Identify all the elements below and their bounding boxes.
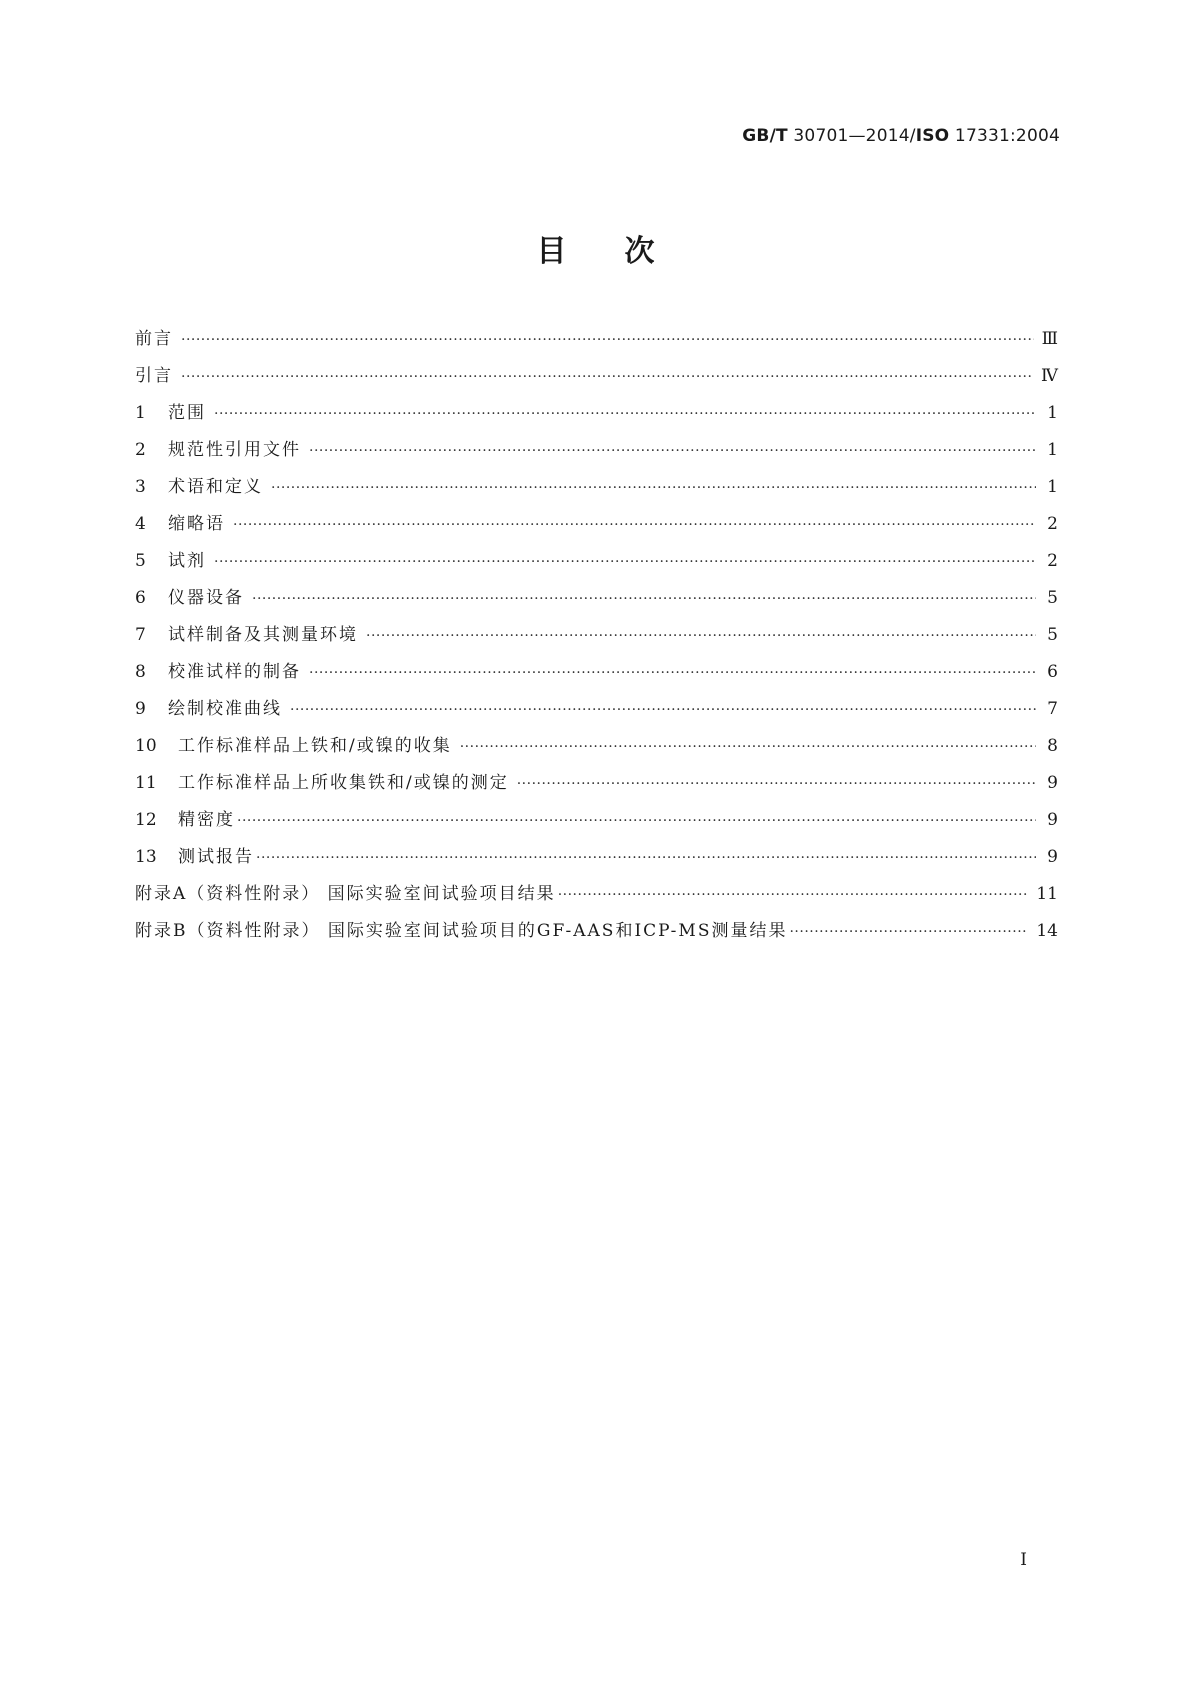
toc-entry-3[interactable] — [135, 472, 1058, 509]
toc-leader-dots — [309, 443, 1036, 459]
toc-entry-label: 附录A（资料性附录） 国际实验室间试验项目结果 — [135, 884, 556, 904]
toc-entry-page: 7 — [1047, 699, 1058, 719]
toc-leader-dots — [214, 554, 1036, 570]
toc-entry-label: 工作标准样品上铁和/或镍的收集 — [178, 736, 452, 756]
standard-iso-num: 17331:2004 — [954, 126, 1060, 146]
toc-entry-label: 仪器设备 — [168, 588, 244, 608]
toc-leader-dots — [237, 813, 1036, 829]
toc-entry-page: 14 — [1036, 921, 1058, 941]
toc-leader-dots — [558, 887, 1029, 903]
toc-entry-page: 1 — [1047, 403, 1058, 423]
toc-leader-dots — [517, 776, 1036, 792]
toc-entry-label: 工作标准样品上所收集铁和/或镍的测定 — [178, 773, 509, 793]
toc-entry-number: 2 — [135, 440, 146, 460]
toc-entry-number: 1 — [135, 403, 146, 423]
table-of-contents — [135, 324, 1058, 953]
toc-entry-label: 术语和定义 — [168, 477, 263, 497]
toc-entry-8[interactable] — [135, 657, 1058, 694]
toc-entry-number: 13 — [135, 847, 157, 867]
toc-entry-number: 10 — [135, 736, 157, 756]
toc-entry-number: 4 — [135, 514, 146, 534]
toc-entry-number: 11 — [135, 773, 157, 793]
page-number: I — [1020, 1550, 1027, 1570]
toc-entry-page: 2 — [1047, 551, 1058, 571]
toc-entry-number: 7 — [135, 625, 146, 645]
toc-entry-page: 8 — [1047, 736, 1058, 756]
toc-leader-dots — [181, 369, 1033, 385]
toc-entry-5[interactable] — [135, 546, 1058, 583]
toc-leader-dots — [256, 850, 1036, 866]
toc-entry-6[interactable] — [135, 583, 1058, 620]
toc-leader-dots — [233, 517, 1036, 533]
toc-entry-page: 9 — [1047, 847, 1058, 867]
toc-entry-label: 精密度 — [178, 810, 235, 830]
toc-entry-2[interactable] — [135, 435, 1058, 472]
standard-number — [742, 126, 1060, 146]
toc-entry-label: 测试报告 — [178, 847, 254, 867]
toc-entry-number: 3 — [135, 477, 146, 497]
page-title: 目次 — [536, 234, 713, 269]
toc-entry-page: 1 — [1047, 440, 1058, 460]
toc-entry-label: 规范性引用文件 — [168, 440, 301, 460]
toc-leader-dots — [181, 332, 1034, 348]
toc-leader-dots — [290, 702, 1036, 718]
toc-entry-label: 绘制校准曲线 — [168, 699, 282, 719]
toc-entry-page: 1 — [1047, 477, 1058, 497]
toc-entry-number: 8 — [135, 662, 146, 682]
toc-leader-dots — [252, 591, 1036, 607]
toc-entry-page: 9 — [1047, 773, 1058, 793]
toc-entry-page: Ⅳ — [1041, 366, 1058, 386]
toc-entry-page: 5 — [1047, 625, 1058, 645]
toc-entry-label: 试样制备及其测量环境 — [168, 625, 358, 645]
toc-entry-label: 附录B（资料性附录） 国际实验室间试验项目的GF-AAS和ICP-MS测量结果 — [135, 921, 788, 941]
toc-entry-label: 校准试样的制备 — [168, 662, 301, 682]
toc-entry-number: 6 — [135, 588, 146, 608]
toc-leader-dots — [309, 665, 1036, 681]
toc-entry-label: 引言 — [135, 366, 173, 386]
toc-entry-number: 5 — [135, 551, 146, 571]
toc-entry-foreword[interactable] — [135, 324, 1058, 361]
toc-entry-9[interactable] — [135, 694, 1058, 731]
toc-entry-page: 11 — [1036, 884, 1058, 904]
toc-entry-label: 前言 — [135, 329, 173, 349]
toc-entry-label: 缩略语 — [168, 514, 225, 534]
toc-leader-dots — [789, 924, 1028, 940]
toc-entry-number: 9 — [135, 699, 146, 719]
toc-entry-page: 6 — [1047, 662, 1058, 682]
toc-entry-annex-b[interactable] — [135, 916, 1058, 953]
toc-entry-introduction[interactable] — [135, 361, 1058, 398]
toc-leader-dots — [460, 739, 1036, 755]
toc-leader-dots — [366, 628, 1036, 644]
toc-leader-dots — [271, 480, 1036, 496]
toc-entry-page: 2 — [1047, 514, 1058, 534]
toc-entry-1[interactable] — [135, 398, 1058, 435]
standard-iso: ISO — [915, 126, 950, 146]
toc-entry-label: 范围 — [168, 403, 206, 423]
toc-entry-label: 试剂 — [168, 551, 206, 571]
toc-entry-annex-a[interactable] — [135, 879, 1058, 916]
toc-leader-dots — [214, 406, 1036, 422]
standard-num: 30701—2014/ — [793, 126, 916, 146]
toc-entry-page: Ⅲ — [1041, 329, 1058, 349]
toc-entry-10[interactable] — [135, 731, 1058, 768]
toc-entry-page: 5 — [1047, 588, 1058, 608]
toc-entry-11[interactable] — [135, 768, 1058, 805]
toc-entry-page: 9 — [1047, 810, 1058, 830]
toc-entry-number: 12 — [135, 810, 157, 830]
toc-entry-12[interactable] — [135, 805, 1058, 842]
toc-entry-7[interactable] — [135, 620, 1058, 657]
toc-entry-4[interactable] — [135, 509, 1058, 546]
toc-entry-13[interactable] — [135, 842, 1058, 879]
standard-gbt: GB/T — [742, 126, 788, 146]
